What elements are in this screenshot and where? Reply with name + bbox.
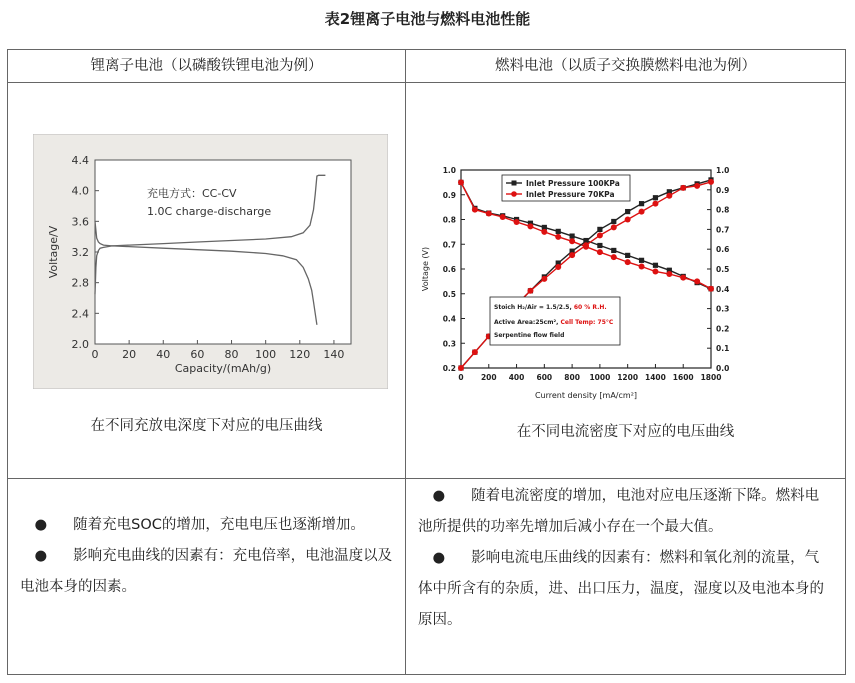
data-point <box>680 185 686 191</box>
y-tick-label: 0.8 <box>442 215 456 225</box>
li-ion-caption: 在不同充放电深度下对应的电压曲线 <box>90 418 323 434</box>
y2-tick-label: 0.2 <box>716 324 730 334</box>
data-point <box>653 195 658 200</box>
y2-tick-label: 0.4 <box>716 284 730 294</box>
bullet-icon: ● <box>432 550 446 566</box>
x-tick-label: 120 <box>289 348 311 361</box>
chart-annotation: 1.0C charge-discharge <box>147 205 272 218</box>
data-point <box>514 219 520 225</box>
x-tick-label: 1800 <box>700 373 722 382</box>
fuel-cell-polarization-chart <box>406 157 736 407</box>
legend-label: Inlet Pressure 70KPa <box>526 190 615 199</box>
li-ion-voltage-chart <box>33 134 388 389</box>
data-point <box>625 253 630 258</box>
x-tick-label: 40 <box>156 348 171 361</box>
y-tick-label: 0.7 <box>442 240 456 250</box>
figure-row <box>8 83 846 479</box>
x-tick-label: 100 <box>255 348 277 361</box>
data-point <box>694 183 700 189</box>
fuel-cell-notes <box>406 479 845 636</box>
y2-tick-label: 1.0 <box>716 166 730 175</box>
fuel-cell-notes-cell <box>406 479 846 675</box>
x-tick-label: 1200 <box>617 373 639 382</box>
data-point <box>472 207 478 213</box>
y-tick-label: 2.8 <box>71 276 89 290</box>
data-point <box>611 224 617 230</box>
x-tick-label: 400 <box>508 373 525 382</box>
x-tick-label: 140 <box>323 348 345 361</box>
x-tick-label: 1000 <box>589 373 611 382</box>
y2-tick-label: 0.0 <box>716 364 730 373</box>
x-tick-label: 80 <box>224 348 239 361</box>
data-point <box>583 242 589 248</box>
data-point <box>597 232 603 238</box>
fuel-cell-figure-cell <box>406 83 846 479</box>
data-point <box>569 238 575 244</box>
fuel-cell-caption: 在不同电流密度下对应的电压曲线 <box>516 424 735 440</box>
y2-tick-label: 0.9 <box>716 185 730 195</box>
y-tick-label: 0.2 <box>442 364 456 373</box>
table-header-row <box>8 50 846 83</box>
y-tick-label: 0.3 <box>442 339 456 349</box>
data-point <box>639 258 644 263</box>
data-point <box>458 179 464 185</box>
y2-tick-label: 0.6 <box>716 245 730 255</box>
header-li-ion: 锂离子电池（以磷酸铁锂电池为例） <box>8 50 406 83</box>
data-point <box>611 219 616 224</box>
data-point <box>652 201 658 207</box>
x-tick-label: 1400 <box>645 373 666 382</box>
data-point <box>458 365 464 371</box>
data-point <box>625 217 631 223</box>
data-point <box>666 271 672 277</box>
x-tick-label: 200 <box>480 373 497 382</box>
data-point <box>556 229 561 234</box>
y-tick-label: 4.4 <box>71 154 89 167</box>
y-axis-label: Voltage (V) <box>421 246 430 292</box>
data-point <box>708 286 714 292</box>
y-tick-label: 3.2 <box>71 246 89 259</box>
data-point <box>611 254 617 260</box>
y-tick-label: 3.6 <box>71 215 89 229</box>
conditions-text: Serpentine flow field <box>494 332 565 339</box>
y2-tick-label: 0.1 <box>716 344 730 354</box>
bullet-icon: ● <box>34 548 48 564</box>
data-point <box>652 268 658 274</box>
bullet-icon: ● <box>432 488 446 504</box>
y-tick-label: 0.9 <box>442 190 456 200</box>
li-ion-notes <box>8 479 405 603</box>
data-point <box>597 227 602 232</box>
li-ion-notes-cell <box>8 479 406 675</box>
header-fuel-cell: 燃料电池（以质子交换膜燃料电池为例） <box>406 50 846 83</box>
conditions-text: Active Area:25cm², Cell Temp: 75°C <box>494 319 614 326</box>
x-tick-label: 60 <box>190 348 205 361</box>
legend-marker <box>511 191 517 197</box>
data-point <box>527 223 533 229</box>
table-title: 表2锂离子电池与燃料电池性能 <box>324 10 531 28</box>
data-point <box>666 193 672 199</box>
legend-label: Inlet Pressure 100KPa <box>526 179 620 188</box>
data-point <box>555 264 561 270</box>
notes-row <box>8 479 846 675</box>
data-point <box>639 264 645 270</box>
data-point <box>611 248 616 253</box>
y-tick-label: 2.0 <box>71 338 89 351</box>
data-point <box>570 233 575 238</box>
y-tick-label: 0.6 <box>442 265 456 274</box>
data-point <box>639 209 645 215</box>
li-ion-note-2: ● 影响充电曲线的因素有：充电倍率，电池温度以及电池本身的因素。 <box>20 548 393 595</box>
legend-marker <box>512 181 517 186</box>
data-point <box>639 201 644 206</box>
x-axis-label: Current density [mA/cm²] <box>534 391 638 400</box>
data-point <box>555 234 561 240</box>
data-point <box>500 214 506 220</box>
y-tick-label: 2.4 <box>71 307 89 321</box>
data-point <box>694 278 700 284</box>
x-tick-label: 0 <box>91 348 99 361</box>
data-point <box>486 211 492 217</box>
fuel-cell-note-2: ● 影响电流电压曲线的因素有：燃料和氧化剂的流量，气体中所含有的杂质，进、出口压力，温度，湿度以及电池本身的原因。 <box>418 550 824 628</box>
data-point <box>625 209 630 214</box>
x-tick-label: 0 <box>458 373 464 382</box>
y-tick-label: 0.5 <box>442 289 456 299</box>
x-axis-label: Capacity/(mAh/g) <box>174 362 272 375</box>
data-point <box>597 249 603 255</box>
y2-tick-label: 0.8 <box>716 205 730 215</box>
data-point <box>653 263 658 268</box>
y2-tick-label: 0.7 <box>716 225 730 235</box>
data-point <box>527 288 533 294</box>
data-point <box>597 243 602 248</box>
bullet-icon: ● <box>34 517 48 533</box>
y-axis-label: Voltage/V <box>47 225 60 279</box>
x-tick-label: 1600 <box>672 373 694 382</box>
y2-tick-label: 0.5 <box>716 265 730 274</box>
chart-annotation: 充电方式：CC-CV <box>147 187 237 200</box>
data-point <box>708 179 714 185</box>
li-ion-figure-cell <box>8 83 406 479</box>
data-point <box>541 229 547 235</box>
data-point <box>541 276 547 282</box>
li-ion-note-1: ● 随着充电SOC的增加，充电电压也逐渐增加。 <box>34 517 365 533</box>
fuel-cell-note-1: ● 随着电流密度的增加，电池对应电压逐渐下降。燃料电池所提供的功率先增加后减小存在一个最大值。 <box>418 488 820 535</box>
x-tick-label: 600 <box>536 373 553 382</box>
y-tick-label: 4.0 <box>71 184 89 198</box>
x-tick-label: 800 <box>564 373 580 382</box>
data-point <box>625 259 631 265</box>
data-point <box>569 252 575 258</box>
y2-tick-label: 0.3 <box>716 304 730 314</box>
x-tick-label: 20 <box>122 348 137 361</box>
y-tick-label: 0.4 <box>442 314 456 324</box>
data-point <box>472 349 478 355</box>
comparison-table <box>7 49 846 675</box>
conditions-text: Stoich H₂/Air = 1.5/2.5, 60 % R.H. <box>494 304 607 311</box>
data-point <box>680 275 686 281</box>
y-tick-label: 1.0 <box>442 166 456 175</box>
